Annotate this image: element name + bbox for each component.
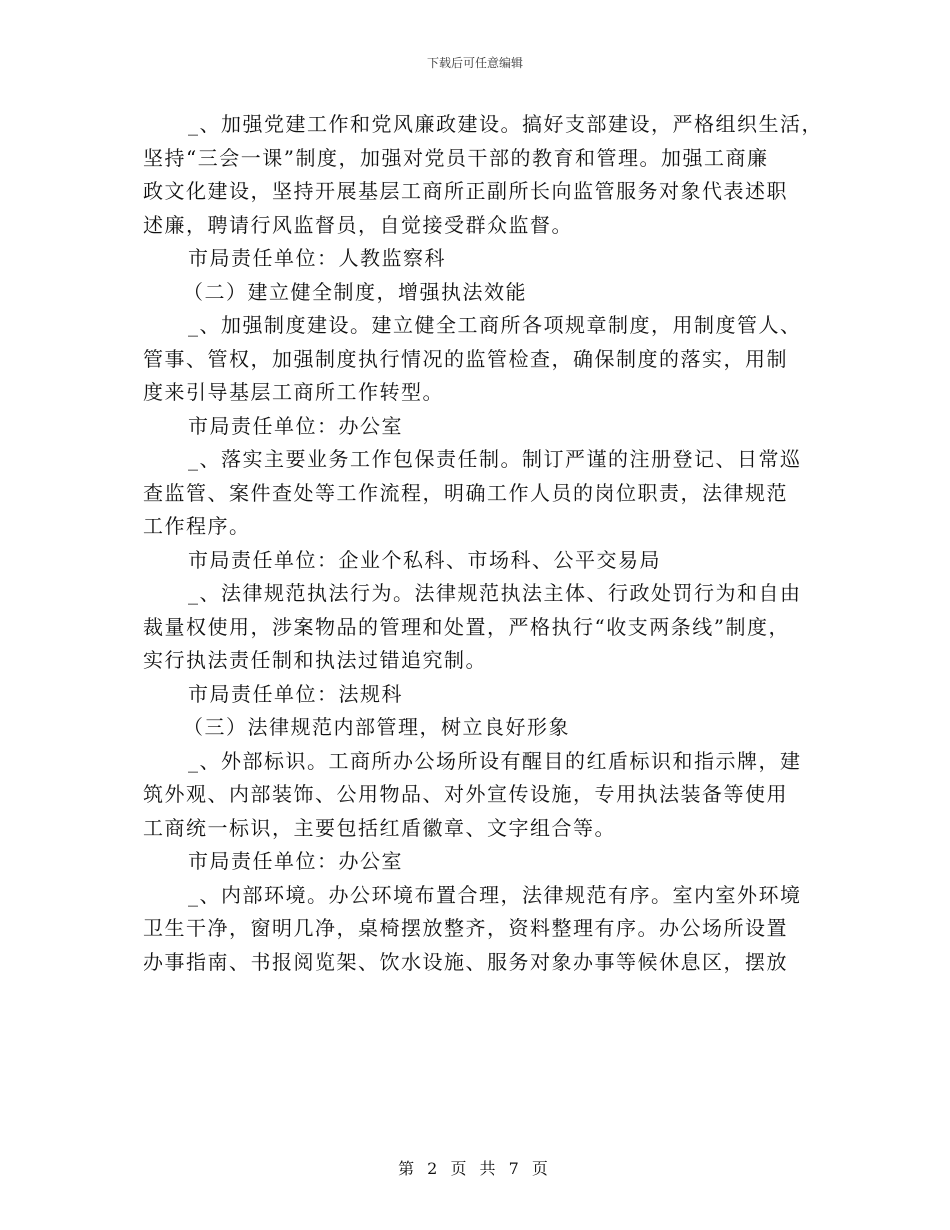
paragraph-line: 实行执法责任制和执法过错追究制。 [143,648,487,672]
paragraph-line: 度来引导基层工商所工作转型。 [143,380,444,404]
section-heading: （三）法律规范内部管理，树立良好形象 [183,715,570,739]
paragraph-line: 裁量权使用，涉案物品的管理和处置，严格执行“收支两条线”制度， [143,614,790,639]
paragraph-line: 坚持“三会一课”制度，加强对党员干部的教育和管理。加强工商廉 [143,145,769,170]
paragraph-line: 管事、管权，加强制度执行情况的监管检查，确保制度的落实，用制 [143,346,788,371]
paragraph-line: 筑外观、内部装饰、公用物品、对外宣传设施，专用执法装备等使用 [143,782,788,806]
paragraph-line: _、落实主要业务工作包保责任制。制订严谨的注册登记、日常巡 [188,447,802,471]
paragraph-line: 政文化建设，坚持开展基层工商所正副所长向监管服务对象代表述职 [143,179,788,203]
paragraph-line: _、外部标识。工商所办公场所设有醒目的红盾标识和指示牌，建 [188,748,802,773]
paragraph-line: 办事指南、书报阅览架、饮水设施、服务对象办事等候休息区，摆放 [143,949,788,974]
paragraph-line: _、加强制度建设。建立健全工商所各项规章制度，用制度管人、 [188,313,802,337]
paragraph-line: _、加强党建工作和党风廉政建设。搞好支部建设，严格组织生活， [188,112,823,136]
page-header: 下载后可任意编辑 [426,56,523,70]
responsible-unit-line: 市局责任单位：法规科 [188,681,403,706]
responsible-unit-line: 市局责任单位：办公室 [188,849,403,873]
responsible-unit-line: 市局责任单位：企业个私科、市场科、公平交易局 [188,547,661,572]
paragraph-line: _、内部环境。办公环境布置合理，法律规范有序。室内室外环境 [188,882,802,907]
responsible-unit-line: 市局责任单位：办公室 [188,413,403,438]
page-number-footer: 第 2 页 共 7 页 [398,1159,552,1178]
section-heading: （二）建立健全制度，增强执法效能 [183,279,527,304]
paragraph-line: 工作程序。 [143,514,251,538]
responsible-unit-line: 市局责任单位：人教监察科 [188,246,446,270]
document-body [143,108,823,979]
paragraph-line: 工商统一标识，主要包括红盾徽章、文字组合等。 [143,815,616,840]
paragraph-line: 卫生干净，窗明几净，桌椅摆放整齐，资料整理有序。办公场所设置 [143,916,788,940]
paragraph-line: 述廉，聘请行风监督员，自觉接受群众监督。 [143,212,573,237]
paragraph-line: _、法律规范执法行为。法律规范执法主体、行政处罚行为和自由 [188,581,802,605]
paragraph-line: 查监管、案件查处等工作流程，明确工作人员的岗位职责，法律规范 [143,480,788,505]
